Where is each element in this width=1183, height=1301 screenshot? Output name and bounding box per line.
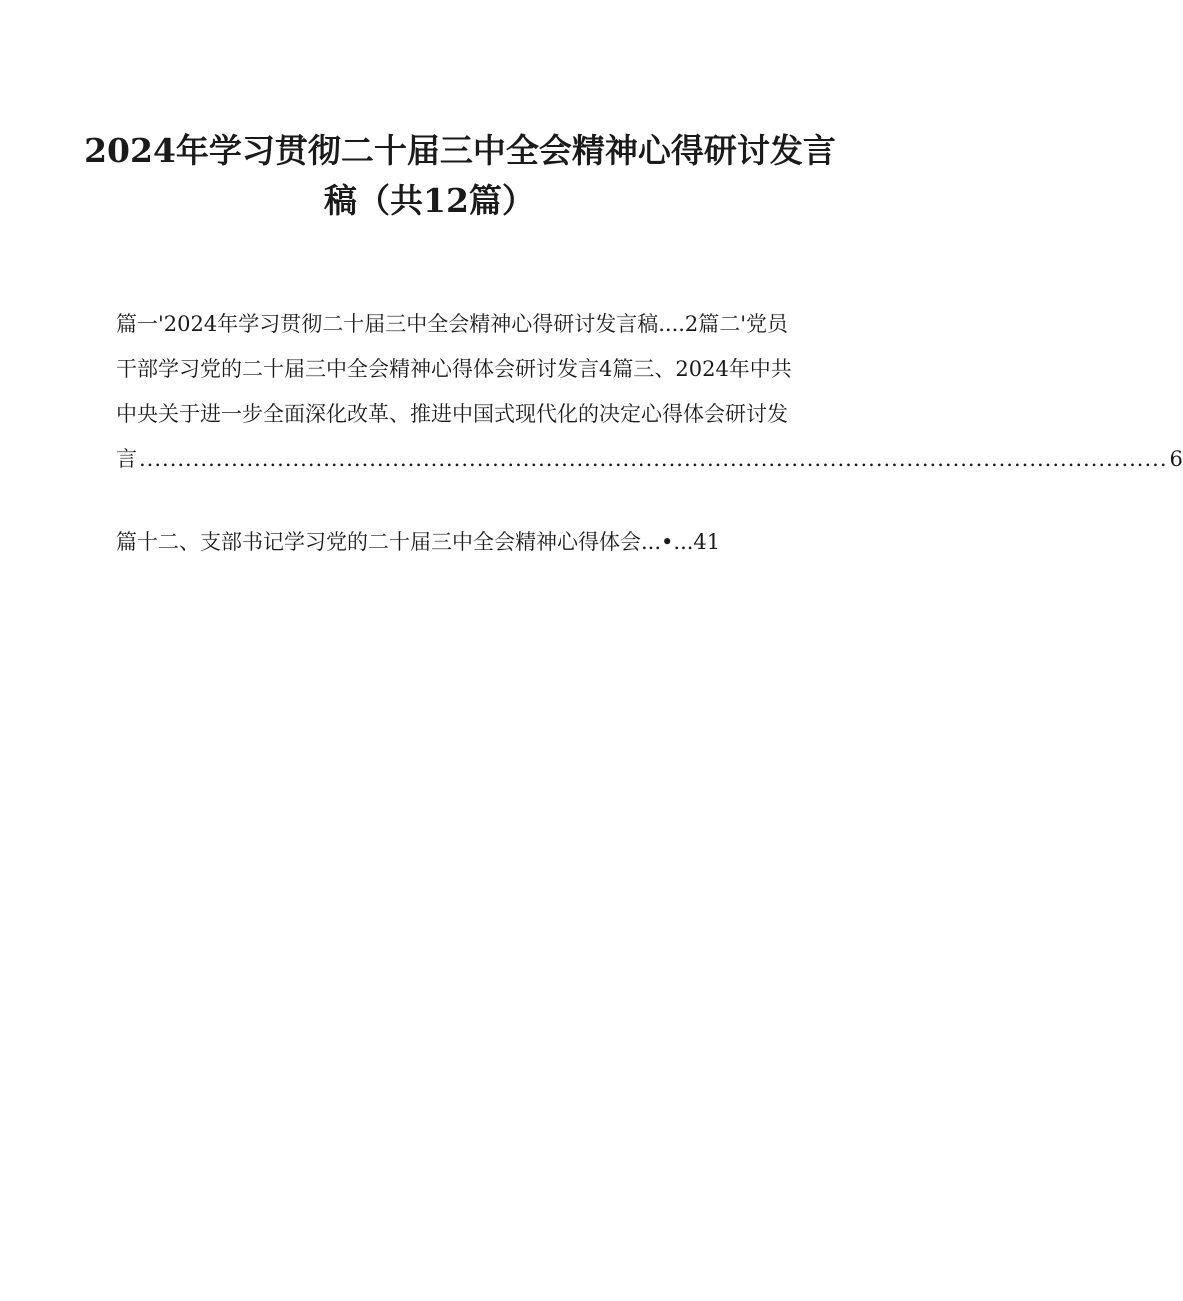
toc-item-12: 篇十二、支部书记学习党的二十届三中全会精神心得体会...•...41 bbox=[116, 530, 721, 554]
toc-line-4 bbox=[116, 437, 1183, 482]
toc-page-number: 6 bbox=[1169, 447, 1183, 471]
toc-line-2: 干部学习党的二十届三中全会精神心得体会研讨发言4篇三、2024年中共 bbox=[116, 357, 792, 381]
table-of-contents bbox=[116, 302, 1183, 482]
toc-line-1: 篇一'2024年学习贯彻二十届三中全会精神心得研讨发言稿....2篇二'党员 bbox=[116, 312, 789, 336]
title-line-1: 2024年学习贯彻二十届三中全会精神心得研讨发言 bbox=[84, 131, 836, 170]
toc-leader-dots: ...................................................................................................................................... bbox=[139, 447, 1168, 471]
document-title bbox=[80, 126, 840, 226]
title-line-2: 稿（共12篇） bbox=[324, 181, 535, 220]
toc-line-4-label: 言 bbox=[116, 447, 137, 471]
toc-line-3: 中央关于进一步全面深化改革、推进中国式现代化的决定心得体会研讨发 bbox=[116, 402, 788, 426]
